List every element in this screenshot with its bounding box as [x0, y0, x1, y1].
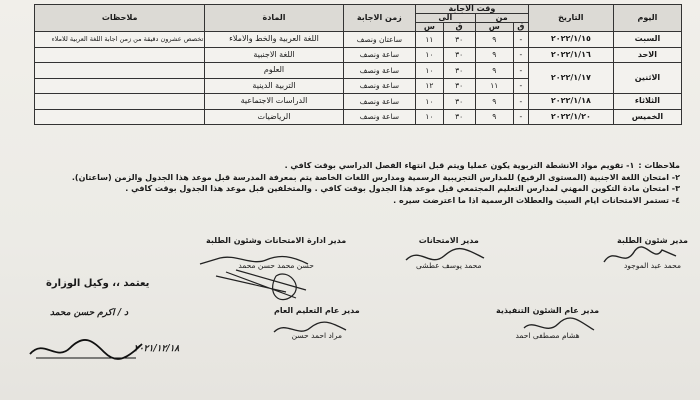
- approval-signature-scribble: [26, 334, 146, 364]
- header-duration: زمن الاجابة: [343, 5, 415, 32]
- cell-to-m: ٣٠: [443, 47, 475, 63]
- cell-from-h: ٩: [475, 63, 513, 79]
- cell-date: ٢٠٢٢/١/١٥: [528, 32, 613, 48]
- signature-name: هشام مصطفى احمد: [515, 331, 580, 340]
- cell-from-h: ٩: [475, 94, 513, 110]
- cell-from-h: ٩: [475, 109, 513, 125]
- header-date: التاريخ: [528, 5, 613, 32]
- cell-to-h: ١٢: [416, 78, 444, 94]
- cell-to-m: ٣٠: [443, 78, 475, 94]
- note-line-2: ٢- امتحان اللغة الاجنبية (المستوى الرفيع) للمدارس التجريبية الرسمية ومدارس اللغات الخاصة يتم بمعرفة المدرسة قبل موعد هذا الجدول والزمن (ساعتان).: [71, 172, 680, 182]
- cell-duration: ساعة ونصف: [343, 94, 415, 110]
- cell-date: ٢٠٢٢/١/١٨: [528, 94, 613, 110]
- signature-name: حسن محمد حسن محمد: [238, 261, 314, 270]
- table-row: [35, 63, 682, 79]
- cell-from-m: -: [513, 109, 528, 125]
- cell-duration: ساعة ونصف: [343, 63, 415, 79]
- note-line-4: ٤- تستمر الامتحانات ايام السبت والعطلات الرسمية اذا ما اعترضت سيره .: [393, 195, 680, 205]
- header-to: الى: [416, 14, 476, 23]
- signature-title: مدير عام الشئون التنفيذية: [496, 306, 600, 315]
- header-from-h: س: [475, 23, 513, 32]
- cell-to-h: ١٠: [416, 94, 444, 110]
- note-line-1: [20, 160, 680, 172]
- approval-name: د / اكرم حسن محمد: [50, 308, 129, 318]
- cell-date: ٢٠٢٢/١/١٧: [528, 63, 613, 94]
- signature-title: مدير شئون الطلبة: [616, 236, 688, 245]
- cell-day: الاحد: [613, 47, 681, 63]
- cell-day: الثلاثاء: [613, 94, 681, 110]
- cell-from-m: -: [513, 63, 528, 79]
- cell-duration: ساعة ونصف: [343, 78, 415, 94]
- header-to-m: ق: [443, 23, 475, 32]
- header-to-h: س: [416, 23, 444, 32]
- cell-to-h: ١٠: [416, 63, 444, 79]
- cell-day: الخميس: [613, 109, 681, 125]
- cell-from-m: -: [513, 47, 528, 63]
- cell-from-m: -: [513, 32, 528, 48]
- exams-affairs-signature-scribble: [196, 246, 336, 306]
- signature-name: محمد يوسف عطشى: [416, 261, 482, 270]
- cell-to-m: ٣٠: [443, 32, 475, 48]
- cell-subject: اللغة العربية والخط والاملاء: [205, 32, 343, 48]
- cell-note: [35, 78, 205, 94]
- note-line-3: ٣- امتحان مادة التكوين المهني لمدارس التعليم المجتمعي قبل موعد هذا الجدول بوقت كافي . والمتخلفين قبل موعد هذا الجدول بوقت كافي .: [125, 184, 680, 194]
- cell-from-h: ٩: [475, 32, 513, 48]
- table-row: [35, 109, 682, 125]
- cell-to-h: ١٠: [416, 47, 444, 63]
- signature-name: مراد احمد حسن: [291, 331, 343, 340]
- cell-to-h: ١٠: [416, 109, 444, 125]
- executive-signature-scribble: [520, 316, 600, 338]
- general-education-signature-scribble: [270, 318, 350, 340]
- cell-subject: اللغة الاجنبية: [205, 47, 343, 63]
- cell-day: السبت: [613, 32, 681, 48]
- cell-day: الاثنين: [613, 63, 681, 94]
- header-day: اليوم: [613, 5, 681, 32]
- cell-from-m: -: [513, 94, 528, 110]
- cell-from-m: -: [513, 78, 528, 94]
- cell-from-h: ١١: [475, 78, 513, 94]
- approval-date: ٢٠٢١/١٢/١٨: [134, 344, 180, 354]
- cell-subject: الرياضيات: [205, 109, 343, 125]
- exams-signature-scribble: [400, 244, 490, 270]
- cell-duration: ساعتان ونصف: [343, 32, 415, 48]
- cell-note: [35, 109, 205, 125]
- cell-note: [35, 47, 205, 63]
- cell-subject: العلوم: [205, 63, 343, 79]
- cell-date: ٢٠٢٢/١/٢٠: [528, 109, 613, 125]
- signature-title: مدير الامتحانات: [418, 236, 479, 245]
- header-from-m: ق: [513, 23, 528, 32]
- header-answer-time: وقت الاجابة: [416, 5, 529, 14]
- cell-subject: الدراسات الاجتماعية: [205, 94, 343, 110]
- cell-duration: ساعة ونصف: [343, 109, 415, 125]
- cell-note: [35, 63, 205, 79]
- cell-note: تخصص عشرون دقيقة من زمن اجابة اللغة العربية للاملاء: [35, 32, 205, 48]
- signature-name: محمد عبد الموجود: [623, 261, 681, 270]
- table-row: [35, 94, 682, 110]
- notes-section: [20, 160, 680, 206]
- cell-from-h: ٩: [475, 47, 513, 63]
- cell-to-m: ٣٠: [443, 109, 475, 125]
- cell-note: [35, 94, 205, 110]
- cell-date: ٢٠٢٢/١/١٦: [528, 47, 613, 63]
- exam-schedule-table: [34, 4, 682, 125]
- note-text: ١- تقويم مواد الانشطة التربوية يكون عمليا ويتم قبل انتهاء الفصل الدراسي بوقت كافي .: [284, 161, 635, 170]
- cell-to-h: ١١: [416, 32, 444, 48]
- cell-subject: التربية الدينية: [205, 78, 343, 94]
- cell-to-m: ٣٠: [443, 63, 475, 79]
- header-subject: المادة: [205, 5, 343, 32]
- table-row: [35, 47, 682, 63]
- header-row-1: [35, 5, 682, 14]
- students-signature-scribble: [600, 242, 680, 270]
- signature-title: مدير ادارة الامتحانات وشئون الطلبة: [206, 236, 347, 245]
- cell-to-m: ٣٠: [443, 94, 475, 110]
- cell-duration: ساعة ونصف: [343, 47, 415, 63]
- notes-label: ملاحظات :: [638, 161, 680, 170]
- header-from: من: [475, 14, 528, 23]
- header-notes: ملاحظات: [35, 5, 205, 32]
- table-row: [35, 32, 682, 48]
- signature-title: مدير عام التعليم العام: [274, 306, 360, 315]
- approval-caption: يعتمد ،، وكيل الوزارة: [46, 278, 150, 289]
